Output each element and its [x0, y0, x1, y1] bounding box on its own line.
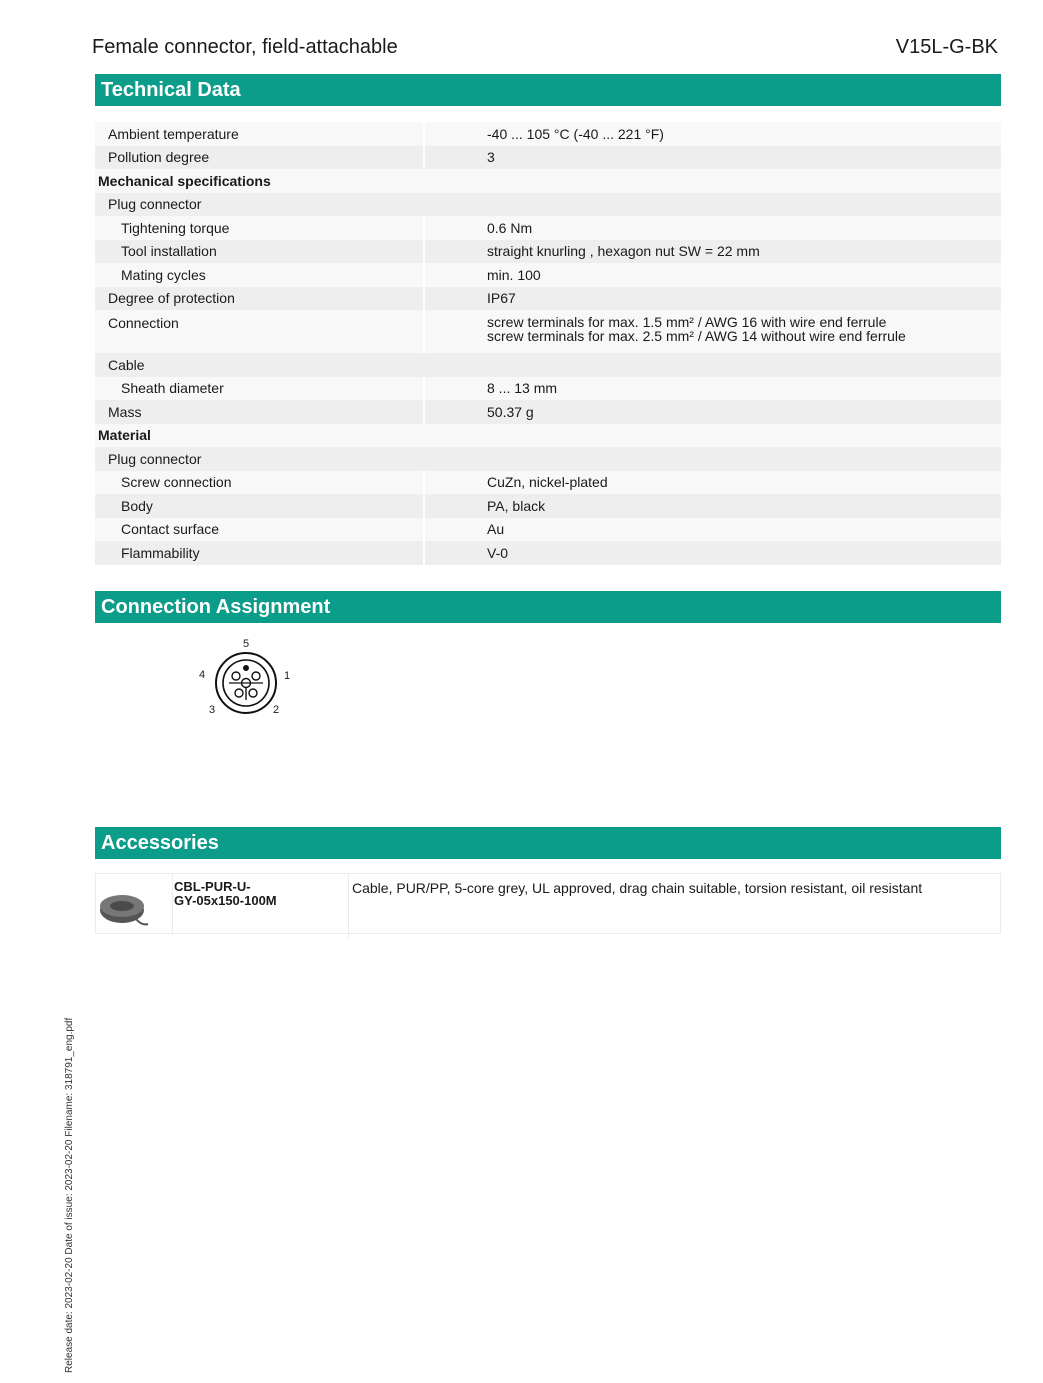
spec-value: 50.37 g — [424, 400, 1001, 424]
spec-value: Au — [424, 518, 1001, 542]
spec-subgroup-label: Cable — [95, 353, 424, 377]
spec-value: 8 ... 13 mm — [424, 377, 1001, 401]
pin-1-label: 1 — [284, 670, 291, 682]
accessory-description: Cable, PUR/PP, 5-core grey, UL approved, drag chain suitable, torsion resistant, oil resistant — [348, 874, 922, 939]
spec-value-line: screw terminals for max. 2.5 mm² / AWG 14 without wire end ferrule — [487, 328, 906, 344]
spec-value: 0.6 Nm — [424, 216, 1001, 240]
table-row — [95, 494, 1001, 518]
table-row — [95, 216, 1001, 240]
spec-value — [424, 193, 1001, 217]
accessory-row[interactable] — [95, 873, 1001, 934]
table-row — [95, 518, 1001, 542]
technical-data-heading: Technical Data — [95, 74, 1001, 106]
table-row — [95, 146, 1001, 170]
pin-3-label: 3 — [209, 704, 216, 716]
spec-value — [424, 353, 1001, 377]
pin-2-label: 2 — [273, 704, 280, 716]
spec-label: Tool installation — [95, 240, 424, 264]
table-row — [95, 193, 1001, 217]
spec-group-label: Material — [95, 424, 424, 448]
spec-value-line: screw terminals for max. 1.5 mm² / AWG 16 with wire end ferrule — [487, 314, 887, 330]
spec-value — [424, 310, 1001, 353]
spec-value: V-0 — [424, 541, 1001, 565]
accessory-name[interactable]: CBL-PUR-U- GY-05x150-100M — [174, 879, 277, 908]
table-row — [95, 377, 1001, 401]
spec-subgroup-label: Plug connector — [95, 447, 424, 471]
product-code: V15L-G-BK — [895, 36, 998, 58]
table-row — [95, 287, 1001, 311]
table-row — [95, 263, 1001, 287]
table-row — [95, 541, 1001, 565]
spec-value: PA, black — [424, 494, 1001, 518]
pin-layout-diagram — [213, 650, 279, 716]
spec-label: Contact surface — [95, 518, 424, 542]
spec-label: Mating cycles — [95, 263, 424, 287]
spec-value: -40 ... 105 °C (-40 ... 221 °F) — [424, 122, 1001, 146]
spec-value: IP67 — [424, 287, 1001, 311]
spec-label: Sheath diameter — [95, 377, 424, 401]
table-row — [95, 400, 1001, 424]
release-info: Release date: 2023-02-20 Date of issue: 2023-02-20 Filename: 318791_eng.pdf — [64, 1017, 75, 1373]
pin-4-label: 4 — [199, 669, 206, 681]
accessories-heading: Accessories — [95, 827, 1001, 859]
cable-image — [96, 874, 173, 933]
spec-value: 3 — [424, 146, 1001, 170]
spec-label: Tightening torque — [95, 216, 424, 240]
spec-value — [424, 447, 1001, 471]
spec-value — [424, 169, 1001, 193]
spec-label: Ambient temperature — [95, 122, 424, 146]
table-row — [95, 310, 1001, 353]
spec-value: min. 100 — [424, 263, 1001, 287]
document-title: Female connector, field-attachable — [92, 36, 398, 58]
pin-5-label: 5 — [243, 638, 250, 650]
spec-label: Connection — [95, 310, 424, 353]
table-row — [95, 122, 1001, 146]
table-row — [95, 447, 1001, 471]
table-row — [95, 169, 1001, 193]
spec-label: Mass — [95, 400, 424, 424]
spec-label: Screw connection — [95, 471, 424, 495]
spec-value — [424, 424, 1001, 448]
spec-label: Pollution degree — [95, 146, 424, 170]
technical-data-table — [95, 122, 1001, 565]
spec-subgroup-label: Plug connector — [95, 193, 424, 217]
table-row — [95, 240, 1001, 264]
spec-value: straight knurling , hexagon nut SW = 22 mm — [424, 240, 1001, 264]
connection-assignment-heading: Connection Assignment — [95, 591, 1001, 623]
spec-label: Degree of protection — [95, 287, 424, 311]
spec-label: Flammability — [95, 541, 424, 565]
table-row — [95, 353, 1001, 377]
spec-value: CuZn, nickel-plated — [424, 471, 1001, 495]
spec-label: Body — [95, 494, 424, 518]
table-row — [95, 424, 1001, 448]
spec-group-label: Mechanical specifications — [95, 169, 424, 193]
table-row — [95, 471, 1001, 495]
